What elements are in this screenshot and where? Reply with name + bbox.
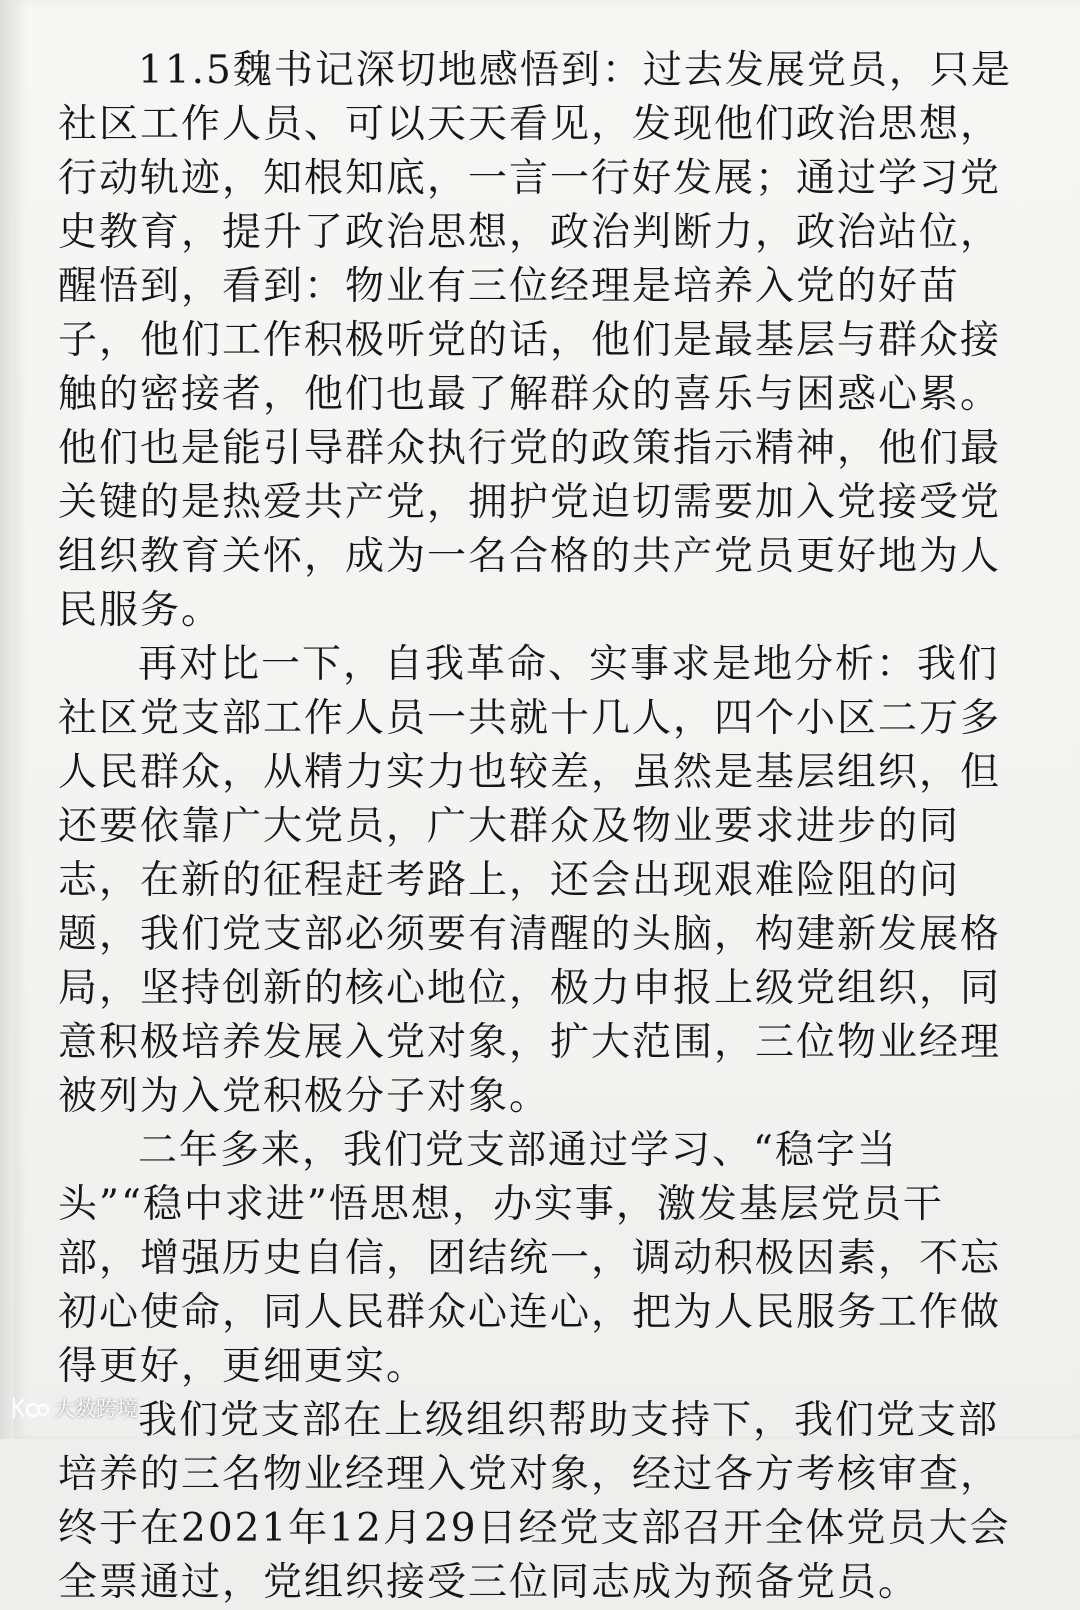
handwritten-letter-body [58,44,1018,1610]
kdd-logo-icon [10,1394,50,1422]
watermark-text: 大数跨境 [54,1397,138,1421]
page-edge-shadow [0,0,14,1439]
watermark [10,1393,138,1423]
paragraph-1: 11.5魏书记深切地感悟到：过去发展党员，只是社区工作人员、可以天天看见，发现他们政治思想，行动轨迹，知根知底，一言一行好发展；通过学习党史教育，提升了政治思想，政治判断力，政治站位，醒悟到，看到：物业有三位经理是培养入党的好苗子，他们工作积极听党的话，他们是最基层与群众接触的密接者，他们也最了解群众的喜乐与困惑心累。他们也是能引导群众执行党的政策指示精神，他们最关键的是热爱共产党，拥护党迫切需要加入党接受党组织教育关怀，成为一名合格的共产党员更好地为人民服务。 [58,48,1012,633]
paragraph-4: 我们党支部在上级组织帮助支持下，我们党支部培养的三名物业经理入党对象，经过各方考核审查，终于在2021年12月29日经党支部召开全体党员大会全票通过，党组织接受三位同志成为预备党员。 [58,1398,1011,1605]
paragraph-3: 二年多来，我们党支部通过学习、“稳字当头”“稳中求进”悟思想，办实事，激发基层党员干部，增强历史自信，团结统一，调动积极因素，不忘初心使命，同人民群众心连心，把为人民服务工作做得更好，更细更实。 [58,1128,1002,1389]
paragraph-2: 再对比一下，自我革命、实事求是地分析：我们社区党支部工作人员一共就十几人，四个小区二万多人民群众，从精力实力也较差，虽然是基层组织，但还要依靠广大党员，广大群众及物业要求进步的同志，在新的征程赶考路上，还会出现艰难险阻的问题，我们党支部必须要有清醒的头脑，构建新发展格局，坚持创新的核心地位，极力申报上级党组织，同意积极培养发展入党对象，扩大范围，三位物业经理被列为入党积极分子对象。 [58,642,1002,1119]
